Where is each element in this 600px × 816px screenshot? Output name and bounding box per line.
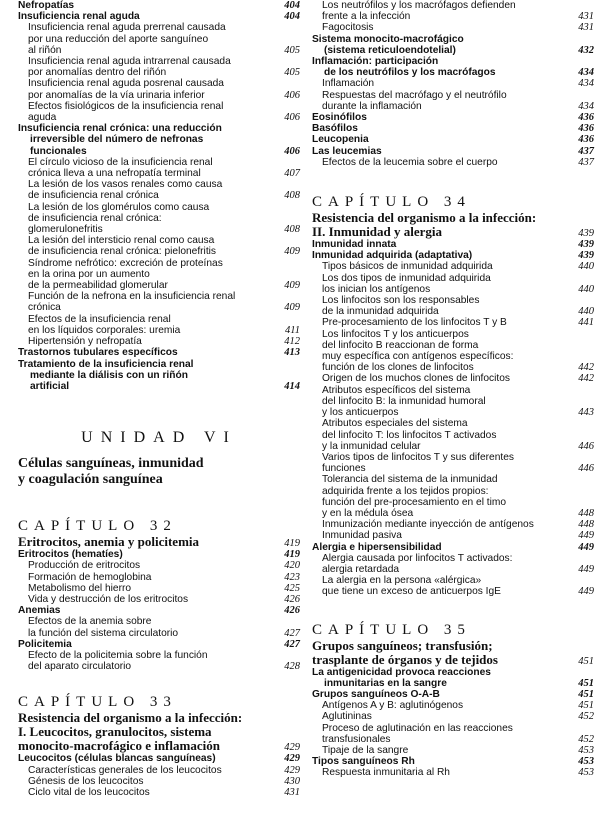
unit-title-line-2: y coagulación sanguínea	[18, 472, 163, 488]
page-number: 432	[578, 44, 594, 56]
toc-entry	[18, 549, 300, 560]
toc-entry	[312, 250, 594, 261]
page-number: 420	[284, 560, 300, 572]
toc-list-chapter-34	[312, 239, 594, 598]
page-number: 451	[578, 655, 594, 667]
toc-entry-text: Inmunidad pasiva	[322, 530, 402, 542]
toc-entry	[18, 291, 300, 313]
page-number: 414	[284, 380, 300, 392]
toc-entry-text: Inflamación	[322, 78, 375, 90]
toc-entry	[312, 711, 594, 722]
toc-entry-text: Función de la nefrona en la insuficiencia renal	[28, 291, 236, 303]
toc-entry-text: del linfocito T: los linfocitos T activados	[322, 429, 497, 441]
page-number: 406	[284, 145, 300, 157]
toc-entry-text: Varios tipos de linfocitos T y sus diferentes	[322, 451, 514, 463]
toc-entry	[312, 261, 594, 272]
toc-entry	[312, 385, 594, 419]
page-number: 434	[578, 78, 594, 90]
page-number: 419	[284, 549, 300, 561]
toc-entry-text: de insuficiencia renal crónica	[28, 190, 159, 202]
toc-entry-text: los inician los antígenos	[322, 283, 431, 295]
toc-entry	[18, 56, 300, 78]
toc-entry	[312, 700, 594, 711]
toc-entry-text: y los anticuerpos	[322, 407, 399, 419]
toc-entry	[312, 295, 594, 317]
toc-entry	[312, 239, 594, 250]
toc-entry-text: Leucocitos (células blancas sanguíneas)	[18, 753, 216, 765]
page-number: 430	[284, 775, 300, 787]
page-number: 419	[284, 538, 300, 550]
page-number: 436	[578, 134, 594, 146]
toc-entry-text: de insuficiencia renal crónica: pielonefritis	[28, 246, 217, 258]
toc-entry-text: crónica	[28, 302, 61, 314]
toc-entry	[18, 0, 300, 11]
toc-entry-text: La lesión del intersticio renal como causa	[28, 235, 215, 247]
toc-entry-text: Los linfocitos son los responsables	[322, 295, 480, 307]
toc-entry-text: Grupos sanguíneos O-A-B	[312, 688, 440, 700]
toc-entry	[18, 179, 300, 201]
toc-entry	[18, 258, 300, 292]
toc-entry-text: crónica lleva a una nefropatía terminal	[28, 168, 201, 180]
page-number: 451	[578, 700, 594, 712]
toc-entry	[18, 202, 300, 236]
toc-entry	[312, 329, 594, 374]
toc-entry-text: La antigenicidad provoca reacciones	[312, 666, 491, 678]
toc-entry-text: (sistema reticuloendotelial)	[324, 44, 456, 56]
toc-entry-text: del aparato circulatorio	[28, 661, 132, 673]
page-number: 448	[578, 519, 594, 531]
toc-entry-text: Tipos básicos de inmunidad adquirida	[322, 261, 493, 273]
toc-entry-text: por anomalías de la vía urinaria inferior	[28, 89, 205, 101]
page-number: 443	[578, 407, 594, 419]
toc-entry	[312, 34, 594, 56]
toc-entry	[18, 560, 300, 571]
page-number: 405	[284, 67, 300, 79]
toc-entry	[18, 765, 300, 776]
toc-entry	[312, 723, 594, 745]
page-number: 406	[284, 112, 300, 124]
page-number: 413	[284, 347, 300, 359]
toc-entry-text: aguda	[28, 112, 57, 124]
page-number: 436	[578, 123, 594, 135]
page-number: 451	[578, 677, 594, 689]
toc-entry	[312, 0, 594, 22]
page-number: 426	[284, 593, 300, 605]
toc-entry-text: Las leucemias	[312, 145, 382, 157]
toc-entry-text: Origen de los muchos clones de linfocitos	[322, 373, 511, 385]
page-number: 440	[578, 283, 594, 295]
toc-entry-text: Efecto de la policitemia sobre la función	[28, 649, 208, 661]
toc-entry-text: Trastornos tubulares específicos	[18, 347, 178, 359]
chapter-label: CAPÍTULO 35	[312, 621, 471, 638]
toc-entry	[18, 157, 300, 179]
toc-entry-text: Fagocitosis	[322, 22, 374, 34]
toc-entry	[312, 767, 594, 778]
toc-entry-text: adquirida frente a los tejidos propios:	[322, 485, 489, 497]
toc-entry-text: Eritrocitos (hematíes)	[18, 549, 123, 561]
toc-entry-text: Leucopenia	[312, 134, 369, 146]
right-column	[312, 0, 594, 779]
chapter-label: CAPÍTULO 32	[18, 518, 177, 535]
page-number: 437	[578, 145, 594, 157]
toc-entry-text: y en la médula ósea	[322, 507, 414, 519]
page-number: 449	[578, 530, 594, 542]
toc-entry-text: función del pre-procesamiento en el timo	[322, 496, 507, 508]
toc-entry	[18, 594, 300, 605]
toc-entry-text: Tipaje de la sangre	[322, 744, 409, 756]
left-column	[18, 0, 300, 798]
page-number: 449	[578, 563, 594, 575]
toc-entry-text: Anemias	[18, 605, 61, 617]
toc-entry-text: Insuficiencia renal crónica: una reducción	[18, 123, 222, 135]
page-number: 453	[578, 744, 594, 756]
toc-entry-text: por una reducción del aporte sanguíneo	[28, 33, 209, 45]
toc-entry	[312, 689, 594, 700]
page-number: 449	[578, 586, 594, 598]
toc-entry-text: en la orina por un aumento	[28, 268, 150, 280]
toc-entry	[312, 519, 594, 530]
toc-entry-text: Tratamiento de la insuficiencia renal	[18, 358, 194, 370]
page-number: 425	[284, 582, 300, 594]
toc-entry-text: Insuficiencia renal aguda	[18, 11, 140, 23]
toc-entry	[312, 667, 594, 689]
page-number: 412	[284, 336, 300, 348]
toc-entry-text: La lesión de los vasos renales como causa	[28, 179, 223, 191]
page-number: 441	[578, 317, 594, 329]
toc-entry-text: funciones	[322, 463, 366, 475]
toc-entry-text: y la inmunidad celular	[322, 440, 421, 452]
page-number: 453	[578, 756, 594, 768]
chapter-33	[18, 694, 300, 798]
page-number: 440	[578, 306, 594, 318]
page-number: 408	[284, 224, 300, 236]
page-number: 439	[578, 250, 594, 262]
toc-list-chapter-33	[18, 753, 300, 798]
toc-entry	[18, 753, 300, 764]
chapter-title-line: Resistencia del organismo a la infección:	[18, 710, 243, 726]
page-number: 409	[284, 246, 300, 258]
page-number: 404	[284, 0, 300, 11]
toc-list-chapter-35	[312, 667, 594, 779]
toc-entry	[312, 553, 594, 575]
unit-title-line-1: Células sanguíneas, inmunidad	[18, 456, 204, 472]
page-number: 442	[578, 362, 594, 374]
chapter-32	[18, 518, 300, 672]
toc-entry	[312, 146, 594, 157]
toc-entry	[312, 474, 594, 519]
chapter-title-block	[18, 711, 300, 753]
toc-entry-text: de la inmunidad adquirida	[322, 306, 439, 318]
page-number: 406	[284, 89, 300, 101]
chapter-title-block	[312, 211, 594, 239]
toc-entry	[312, 78, 594, 89]
toc-entry	[18, 787, 300, 798]
page-number: 429	[284, 764, 300, 776]
toc-entry	[312, 56, 594, 78]
toc-entry	[312, 22, 594, 33]
chapter-title-line: II. Inmunidad y alergia	[312, 224, 443, 240]
toc-entry	[312, 134, 594, 145]
toc-entry	[312, 112, 594, 123]
toc-entry-text: La lesión de los glomérulos como causa	[28, 201, 210, 213]
page-number: 453	[578, 767, 594, 779]
toc-entry-text: El círculo vicioso de la insuficiencia renal	[28, 156, 213, 168]
toc-entry-text: Aglutininas	[322, 711, 372, 723]
page-number: 451	[578, 688, 594, 700]
toc-entry-text: Antígenos A y B: aglutinógenos	[322, 700, 464, 712]
toc-entry	[18, 776, 300, 787]
page-number: 449	[578, 541, 594, 553]
page-number: 452	[578, 711, 594, 723]
page-number: 408	[284, 190, 300, 202]
toc-entry-text: por anomalías dentro del riñón	[28, 67, 167, 79]
toc-entry-text: Efectos de la insuficiencia renal	[28, 313, 171, 325]
toc-entry-text: Tolerancia del sistema de la inmunidad	[322, 474, 498, 486]
toc-entry-text: Insuficiencia renal aguda prerrenal causada	[28, 22, 226, 34]
page-number: 442	[578, 373, 594, 385]
toc-entry-text: artificial	[30, 380, 70, 392]
toc-entry	[18, 22, 300, 56]
chapter-title-line: monocito-macrofágico e inflamación	[18, 738, 220, 754]
toc-entry-text: mediante la diálisis con un riñón	[30, 369, 188, 381]
toc-entry-text: Ciclo vital de los leucocitos	[28, 786, 150, 798]
page-number: 439	[578, 239, 594, 251]
page-number: 427	[284, 627, 300, 639]
toc-entry-text: funcionales	[30, 145, 87, 157]
toc-entry-text: Sistema monocito-macrofágico	[312, 33, 464, 45]
toc-entry-text: alergia retardada	[322, 563, 400, 575]
unit-label: UNIDAD VI	[81, 429, 237, 447]
toc-entry	[18, 347, 300, 358]
page-number: 446	[578, 440, 594, 452]
toc-entry	[18, 123, 300, 157]
toc-entry-text: de los neutrófilos y los macrófagos	[324, 67, 496, 79]
chapter-label: CAPÍTULO 34	[312, 194, 471, 211]
toc-entry-text: Efectos de la leucemia sobre el cuerpo	[322, 156, 498, 168]
toc-entry	[312, 418, 594, 452]
page-number: 409	[284, 302, 300, 314]
page-number: 452	[578, 733, 594, 745]
toc-entry	[18, 639, 300, 650]
page-number: 434	[578, 100, 594, 112]
toc-entry-text: durante la inflamación	[322, 100, 422, 112]
toc-entry-text: del linfocito B: la inmunidad humoral	[322, 395, 486, 407]
toc-entry-text: Policitemia	[18, 638, 72, 650]
toc-entry	[18, 78, 300, 100]
toc-entry	[18, 605, 300, 616]
toc-entry	[18, 336, 300, 347]
toc-entry	[312, 157, 594, 168]
toc-entry	[312, 756, 594, 767]
toc-entry	[312, 542, 594, 553]
chapter-title-block	[312, 639, 594, 667]
toc-entry-text: Insuficiencia renal aguda intrarrenal causada	[28, 56, 231, 68]
toc-entry-text: irreversible del número de nefronas	[30, 134, 204, 146]
toc-entry-text: Efectos fisiológicos de la insuficiencia renal	[28, 100, 224, 112]
toc-entry-text: Génesis de los leucocitos	[28, 775, 144, 787]
toc-entry	[18, 235, 300, 257]
toc-entry-text: Inflamación: participación	[312, 56, 439, 68]
toc-list-nephrology	[18, 0, 300, 392]
toc-entry-text: Formación de hemoglobina	[28, 571, 152, 583]
page-number: 405	[284, 44, 300, 56]
chapter-label: CAPÍTULO 33	[18, 694, 177, 711]
toc-entry-text: Inmunidad innata	[312, 239, 397, 251]
toc-entry-text: del linfocito B reaccionan de forma	[322, 339, 479, 351]
toc-entry-text: Características generales de los leucocitos	[28, 764, 222, 776]
unit-heading	[18, 428, 300, 488]
page-number: 423	[284, 571, 300, 583]
chapter-34	[312, 194, 594, 598]
page-number: 440	[578, 261, 594, 273]
toc-entry-text: función de los clones de linfocitos	[322, 362, 474, 374]
page-number: 429	[284, 742, 300, 754]
toc-entry-text: muy específica con antígenos específicos:	[322, 351, 514, 363]
toc-entry-text: la función del sistema circulatorio	[28, 627, 179, 639]
toc-entry-text: Los dos tipos de inmunidad adquirida	[322, 272, 491, 284]
chapter-title-line: Eritrocitos, anemia y policitemia	[18, 534, 200, 550]
toc-entry	[18, 572, 300, 583]
toc-entry	[312, 452, 594, 474]
toc-entry	[312, 273, 594, 295]
toc-entry	[312, 373, 594, 384]
toc-entry-text: de insuficiencia renal crónica:	[28, 212, 162, 224]
toc-entry-text: Síndrome nefrótico: excreción de proteínas	[28, 257, 223, 269]
toc-entry-text: Inmunización mediante inyección de antígenos	[322, 519, 534, 531]
toc-entry-text: Basófilos	[312, 123, 358, 135]
page-number: 437	[578, 156, 594, 168]
chapter-35	[312, 622, 594, 779]
page-number: 434	[578, 67, 594, 79]
page-number: 427	[284, 638, 300, 650]
toc-entry-text: que tiene un exceso de anticuerpos IgE	[322, 586, 501, 598]
toc-entry	[312, 123, 594, 134]
chapter-title-line: Grupos sanguíneos; transfusión;	[312, 637, 493, 653]
toc-entry-text: al riñón	[28, 44, 62, 56]
toc-entry-text: Vida y destrucción de los eritrocitos	[28, 593, 189, 605]
chapter-title-line: trasplante de órganos y de tejidos	[312, 651, 498, 667]
toc-entry-text: de la permeabilidad glomerular	[28, 280, 168, 292]
chapter-title-line: I. Leucocitos, granulocitos, sistema	[18, 724, 212, 740]
toc-entry-text: frente a la infección	[322, 11, 411, 23]
page-number: 411	[285, 324, 300, 336]
toc-entry-text: Hipertensión y nefropatía	[28, 336, 142, 348]
page-number: 428	[284, 661, 300, 673]
toc-entry	[18, 101, 300, 123]
toc-entry-text: Respuestas del macrófago y el neutrófilo	[322, 89, 507, 101]
page-number: 439	[578, 228, 594, 240]
page-number: 448	[578, 507, 594, 519]
toc-entry-text: Nefropatías	[18, 0, 75, 11]
toc-entry	[18, 314, 300, 336]
toc-entry-text: Metabolismo del hierro	[28, 582, 132, 594]
toc-entry-text: Los linfocitos T y los anticuerpos	[322, 328, 469, 340]
toc-list-chapter-32	[18, 549, 300, 672]
toc-entry-text: Efectos de la anemia sobre	[28, 616, 152, 628]
toc-entry-text: inmunitarias en la sangre	[324, 677, 447, 689]
page-number: 429	[284, 753, 300, 765]
page-number: 431	[284, 786, 300, 798]
page-number: 446	[578, 463, 594, 475]
toc-entry-text: Atributos especiales del sistema	[322, 418, 468, 430]
toc-entry-text: Insuficiencia renal aguda posrenal causada	[28, 78, 224, 90]
toc-entry	[312, 575, 594, 597]
toc-entry-text: Tipos sanguíneos Rh	[312, 756, 415, 768]
toc-entry	[312, 317, 594, 328]
toc-entry-text: transfusionales	[322, 733, 391, 745]
toc-entry	[18, 583, 300, 594]
toc-entry	[18, 359, 300, 393]
page-number: 409	[284, 280, 300, 292]
chapter-title-line: Resistencia del organismo a la infección:	[312, 210, 537, 226]
page-number: 436	[578, 112, 594, 124]
page-number: 426	[284, 605, 300, 617]
toc-list-leukocytes-cont	[312, 0, 594, 168]
toc-entry-text: Respuesta inmunitaria al Rh	[322, 767, 450, 779]
toc-entry-text: Atributos específicos del sistema	[322, 384, 471, 396]
toc-entry	[18, 616, 300, 638]
toc-entry-text: La alergia en la persona «alérgica»	[322, 575, 482, 587]
page-number: 431	[578, 22, 594, 34]
toc-entry-text: Producción de eritrocitos	[28, 560, 141, 572]
toc-entry	[312, 530, 594, 541]
page-number: 431	[578, 11, 594, 23]
toc-entry-text: glomerulonefritis	[28, 224, 103, 236]
toc-entry	[312, 90, 594, 112]
page-number: 407	[284, 168, 300, 180]
toc-entry-text: Los neutrófilos y los macrófagos defienden	[322, 0, 516, 11]
page-number: 404	[284, 11, 300, 23]
toc-entry-text: Proceso de aglutinación en las reacciones	[322, 722, 513, 734]
toc-entry	[18, 11, 300, 22]
toc-entry-text: Inmunidad adquirida (adaptativa)	[312, 250, 473, 262]
toc-entry-text: Alergia causada por linfocitos T activados:	[322, 552, 513, 564]
toc-entry-text: Alergia e hipersensibilidad	[312, 541, 442, 553]
toc-entry	[18, 650, 300, 672]
toc-entry-text: en los líquidos corporales: uremia	[28, 324, 181, 336]
toc-entry-text: Pre-procesamiento de los linfocitos T y B	[322, 317, 507, 329]
toc-entry-text: Eosinófilos	[312, 112, 367, 124]
chapter-title-block	[18, 535, 300, 549]
toc-entry	[312, 745, 594, 756]
